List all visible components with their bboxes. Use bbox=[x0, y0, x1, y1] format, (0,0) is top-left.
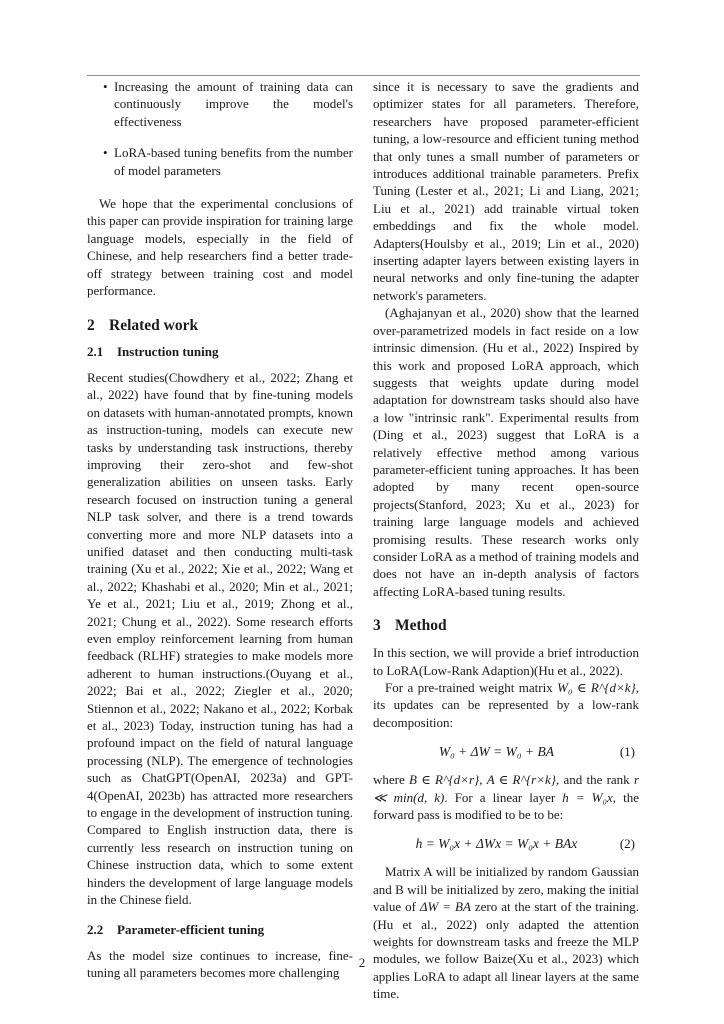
initialization-paragraph: Matrix A will be initialized by random Gaussian and B will be initialized by zero, making the initial value of ΔW = BA zero at the start of the training. (Hu et al., 2022) only adapted the attention weights for downstream tasks and freeze the MLP modules, we follow Baize(Xu et al., 2023) which applies LoRA to adapt all linear layers at the same time. bbox=[373, 864, 639, 1002]
closing-paragraph: We hope that the experimental conclusions of this paper can provide inspiration for training large language models, especially in the field of Chinese, and help researchers find a better trade-off strategy between training cost and model performance. bbox=[87, 196, 353, 299]
bullet-text: LoRA-based tuning benefits from the number of model parameters bbox=[114, 145, 353, 178]
inline-math: h = W₀x bbox=[562, 789, 613, 805]
bullet-item bbox=[87, 144, 353, 179]
bullet-dot-icon: • bbox=[103, 79, 108, 94]
equation-number: (2) bbox=[619, 835, 635, 851]
equation-formula: h = W₀x + ΔWx = W₀x + BAx bbox=[415, 835, 578, 851]
instruction-tuning-paragraph: Recent studies(Chowdhery et al., 2022; Zhang et al., 2022) have found that by fine-tuning models on datasets with human-annotated prompts, known as instruction-tuning, models can execute new tasks by understanding task instructions, thereby improving their zero-shot and few-shot generalization abilities on unseen tasks. Early research focused on instruction tuning a general NLP task solver, and there is a trend towards converting more and more NLP datasets into a unified dataset and then conducting multi-task training (Xu et al., 2022; Xie et al., 2022; Wang et al., 2022; Khashabi et al., 2020; Min et al., 2021; Ye et al., 2021; Liu et al., 2019; Zhong et al., 2021; Chung et al., 2022). Some research efforts even employ reinforcement learning from human feedback (RLHF) strategies to make models more adherent to human instructions.(Ouyang et al., 2022; Bai et al., 2022; Ziegler et al., 2020; Stiennon et al., 2022; Nakano et al., 2022; Korbak et al., 2023) Today, instruction tuning has had a profound impact on the field of natural language processing (NLP). The emergence of technologies such as ChatGPT(OpenAI, 2023a) and GPT-4(OpenAI, 2023b) has attracted more researchers to engage in the development of instruction tuning. Compared to English instruction data, there is currently less research on instruction tuning on Chinese instruction data, which to some extent hinders the development of large language models in the Chinese field. bbox=[87, 369, 353, 908]
subsection-heading-parameter-efficient: 2.2 Parameter-efficient tuning bbox=[87, 922, 265, 938]
conclusion-bullets bbox=[87, 78, 353, 179]
inline-math: W₀ ∈ R^{d×k} bbox=[557, 680, 636, 695]
equation-formula: W₀ + ΔW = W₀ + BA bbox=[438, 743, 554, 759]
equation-1 bbox=[373, 731, 639, 771]
peft-continuation-paragraph: since it is necessary to save the gradients and optimizer states for all parameters. Therefore, researchers have proposed parameter-efficient tuning, a low-resource and efficient tuning method that only tunes a small number of parameters or introduces additional trainable parameters. Prefix Tuning (Lester et al., 2021; Li and Liang, 2021; Liu et al., 2021) add trainable virtual token embeddings and fix the whole model. Adapters(Houlsby et al., 2019; Lin et al., 2020) inserting adapter layers between existing layers in neural networks and only fine-tuning the adapter network's parameters. bbox=[373, 79, 639, 303]
method-intro-paragraph: In this section, we will provide a brief introduction to LoRA(Low-Rank Adaption)(Hu et al., 2022). bbox=[373, 645, 639, 678]
inline-math: ΔW = BA bbox=[419, 899, 471, 915]
top-rule bbox=[87, 75, 640, 76]
inline-math: A ∈ R^{r×k} bbox=[486, 772, 556, 788]
inline-math: B ∈ R^{d×r} bbox=[409, 772, 480, 788]
where-paragraph: where B ∈ R^{d×r}, A ∈ R^{r×k}, and the rank r ≪ min(d, k). For a linear layer h = W₀x, the forward pass is modified to be to be: bbox=[373, 772, 639, 823]
equation-number: (1) bbox=[619, 743, 635, 759]
inline-math: r ≪ min(d, k) bbox=[373, 772, 639, 805]
page-number: 2 bbox=[358, 955, 366, 970]
right-column bbox=[373, 78, 639, 1003]
section-heading-method: 3 Method bbox=[373, 617, 447, 635]
left-column bbox=[87, 78, 353, 982]
bullet-dot-icon: • bbox=[103, 145, 108, 161]
lora-background-paragraph: (Aghajanyan et al., 2020) show that the learned over-parametrized models in fact reside on a low intrinsic dimension. (Hu et al., 2022) Inspired by this work and proposed LoRA approach, which suggests that weights update during model adaptation for downstream tasks should also have a low "intrinsic rank". Experimental results from (Ding et al., 2023) suggest that LoRA is a relatively effective method among various parameter-efficient tuning approaches. It has been adopted by many recent open-source projects(Stanford, 2023; Xu et al., 2023) for training large language models and achieved promising results. These research works only consider LoRA as a method of training models and does not have an in-depth analysis of factors affecting LoRA-based tuning results. bbox=[373, 305, 639, 599]
bullet-text: Increasing the amount of training data can continuously improve the model's effectiveness bbox=[114, 79, 353, 129]
bullet-item bbox=[87, 78, 353, 130]
equation-2 bbox=[373, 823, 639, 863]
parameter-efficient-paragraph: As the model size continues to increase, fine-tuning all parameters becomes more challenging bbox=[87, 947, 353, 981]
subsection-heading-instruction-tuning: 2.1 Instruction tuning bbox=[87, 344, 219, 360]
pretrained-weight-paragraph: For a pre-trained weight matrix W₀ ∈ R^{d×k}, its updates can be represented by a low-rank decomposition: bbox=[373, 680, 639, 730]
section-heading-related-work: 2 Related work bbox=[87, 317, 199, 335]
